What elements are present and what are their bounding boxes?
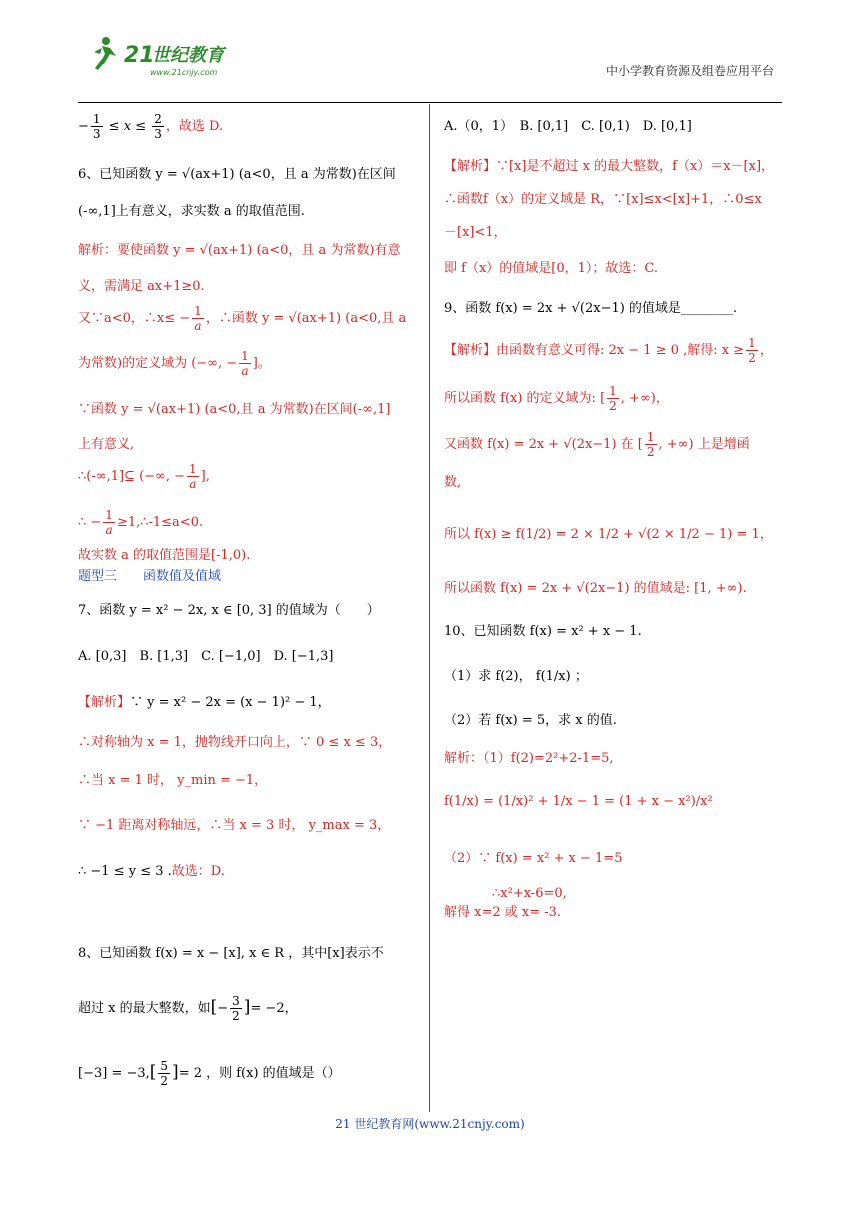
- q6-line2: (-∞,1]上有意义，求实数 a 的取值范围.: [78, 204, 305, 219]
- q9-sol-line4: 数,: [444, 475, 462, 490]
- q8-line3: [−3] = −3,[ $\frac{5}{2}$ ]= 2 ，则 f(x) 的值域是（）: [78, 1059, 341, 1088]
- svg-text:www.21cnjy.com: www.21cnjy.com: [150, 68, 218, 77]
- q8-sol-line3: －[x]<1，: [444, 225, 507, 240]
- q6-line1: 6、已知函数 y = √(ax+1) (a<0，且 a 为常数)在区间: [78, 167, 396, 182]
- q6-sol-line7: ∴(-∞,1]⊆ (−∞, − $\frac{1}{a}$ ],: [78, 462, 210, 491]
- column-divider: [429, 104, 430, 1112]
- q9-stem: 9、函数 f(x) = 2x + √(2x−1) 的值域是________.: [444, 301, 738, 316]
- q8-sol-line2: ∴函数f（x）的定义域是 R，∵[x]≤x<[x]+1，∴0≤x: [444, 192, 762, 207]
- q7-sol-line2: ∴对称轴为 x = 1，抛物线开口向上，∵ 0 ≤ x ≤ 3，: [78, 735, 392, 750]
- logo: [88, 30, 263, 80]
- q7-sol-line1: 【解析】∵ y = x² − 2x = (x − 1)² − 1，: [78, 695, 331, 710]
- q6-sol-line9: 故实数 a 的取值范围是[-1,0).: [78, 548, 251, 563]
- q8-line2: 超过 x 的最大整数，如[− $\frac{3}{2}$ ]= −2，: [78, 994, 298, 1023]
- q10-sol-line3: （2）∵ f(x) = x² + x − 1=5: [444, 851, 623, 866]
- footer-text: 21 世纪教育网(www.21cnjy.com): [335, 1117, 525, 1131]
- header-rule: [78, 102, 782, 103]
- q8-options: A.（0，1） B. [0,1] C. [0,1) D. [0,1]: [444, 119, 692, 134]
- q7-options: A. [0,3] B. [1,3] C. [−1,0] D. [−1,3]: [78, 649, 334, 664]
- header-platform-text: 中小学教育资源及组卷应用平台: [605, 64, 774, 78]
- q7-stem: 7、函数 y = x² − 2x, x ∈ [0, 3] 的值域为（ ）: [78, 603, 380, 618]
- q7-sol-line4: ∵ −1 距离对称轴远，∴当 x = 3 时， y_max = 3，: [78, 818, 391, 833]
- q9-sol-line6: 所以函数 f(x) = 2x + √(2x−1) 的值域是: [1, +∞).: [444, 581, 747, 596]
- q7-sol-line5: ∴ −1 ≤ y ≤ 3 .故选：D.: [78, 864, 225, 879]
- q6-sol-line4: 为常数)的定义域为 (−∞, − $\frac{1}{a}$ ]。: [78, 349, 271, 378]
- q10-part1: （1）求 f(2)， f(1/x) ；: [444, 669, 588, 684]
- q10-part2: （2）若 f(x) = 5，求 x 的值.: [444, 713, 617, 728]
- q6-sol-line2: 义，需满足 ax+1≥0.: [78, 279, 205, 294]
- q9-sol-line5: 所以 f(x) ≥ f(1/2) = 2 × 1/2 + √(2 × 1/2 − 1) = 1，: [444, 527, 773, 542]
- q6-sol-line5: ∵函数 y = √(ax+1) (a<0,且 a 为常数)在区间(-∞,1]: [78, 402, 391, 417]
- topic-heading: 题型三 函数值及值域: [78, 569, 222, 584]
- q9-sol-line2: 所以函数 f(x) 的定义域为: [ $\frac{1}{2}$ , +∞)，: [444, 384, 669, 413]
- q10-sol-line1: 解析：（1）f(2)=2²+2-1=5,: [444, 751, 614, 766]
- q6-sol-line6: 上有意义,: [78, 437, 135, 452]
- q10-sol-line5: 解得 x=2 或 x= -3.: [444, 905, 562, 920]
- q6-sol-line3: 又∵a<0，∴x≤ − $\frac{1}{a}$ ，∴函数 y = √(ax+1) (a<0,且 a: [78, 304, 407, 333]
- q5-answer-line: − $\frac{1}{3}$ ≤ x ≤ $\frac{2}{3}$ ，故选 D.: [78, 112, 224, 141]
- q6-sol-line8: ∴ − $\frac{1}{a}$ ≥1,∴-1≤a<0.: [78, 508, 204, 537]
- q8-line1: 8、已知函数 f(x) = x − [x], x ∈ R ，其中[x]表示不: [78, 946, 384, 961]
- q10-sol-line2: f(1/x) = (1/x)² + 1/x − 1 = (1 + x − x²)/x²: [444, 794, 713, 809]
- q7-sol-line3: ∴当 x = 1 时， y_min = −1，: [78, 773, 268, 788]
- svg-text:世纪教育: 世纪教育: [152, 45, 224, 66]
- q8-sol-line1: 【解析】∵[x]是不超过 x 的最大整数，f（x）＝x－[x]，: [444, 159, 775, 174]
- q8-sol-line4: 即 f（x）的值域是[0，1）；故选：C.: [444, 261, 659, 276]
- q6-sol-line1: 解析：要使函数 y = √(ax+1) (a<0，且 a 为常数)有意: [78, 243, 401, 258]
- svg-text:21: 21: [124, 43, 155, 68]
- q9-sol-line3: 又函数 f(x) = 2x + √(2x−1) 在 [ $\frac{1}{2}$ , +∞) 上是增函: [444, 430, 750, 459]
- q9-sol-line1: 【解析】由函数有意义可得: 2x − 1 ≥ 0 ,解得: x ≥ $\frac{1}{2}$ ，: [444, 336, 773, 365]
- q10-sol-line4: ∴x²+x-6=0,: [492, 886, 567, 901]
- q10-stem: 10、已知函数 f(x) = x² + x − 1.: [444, 624, 642, 639]
